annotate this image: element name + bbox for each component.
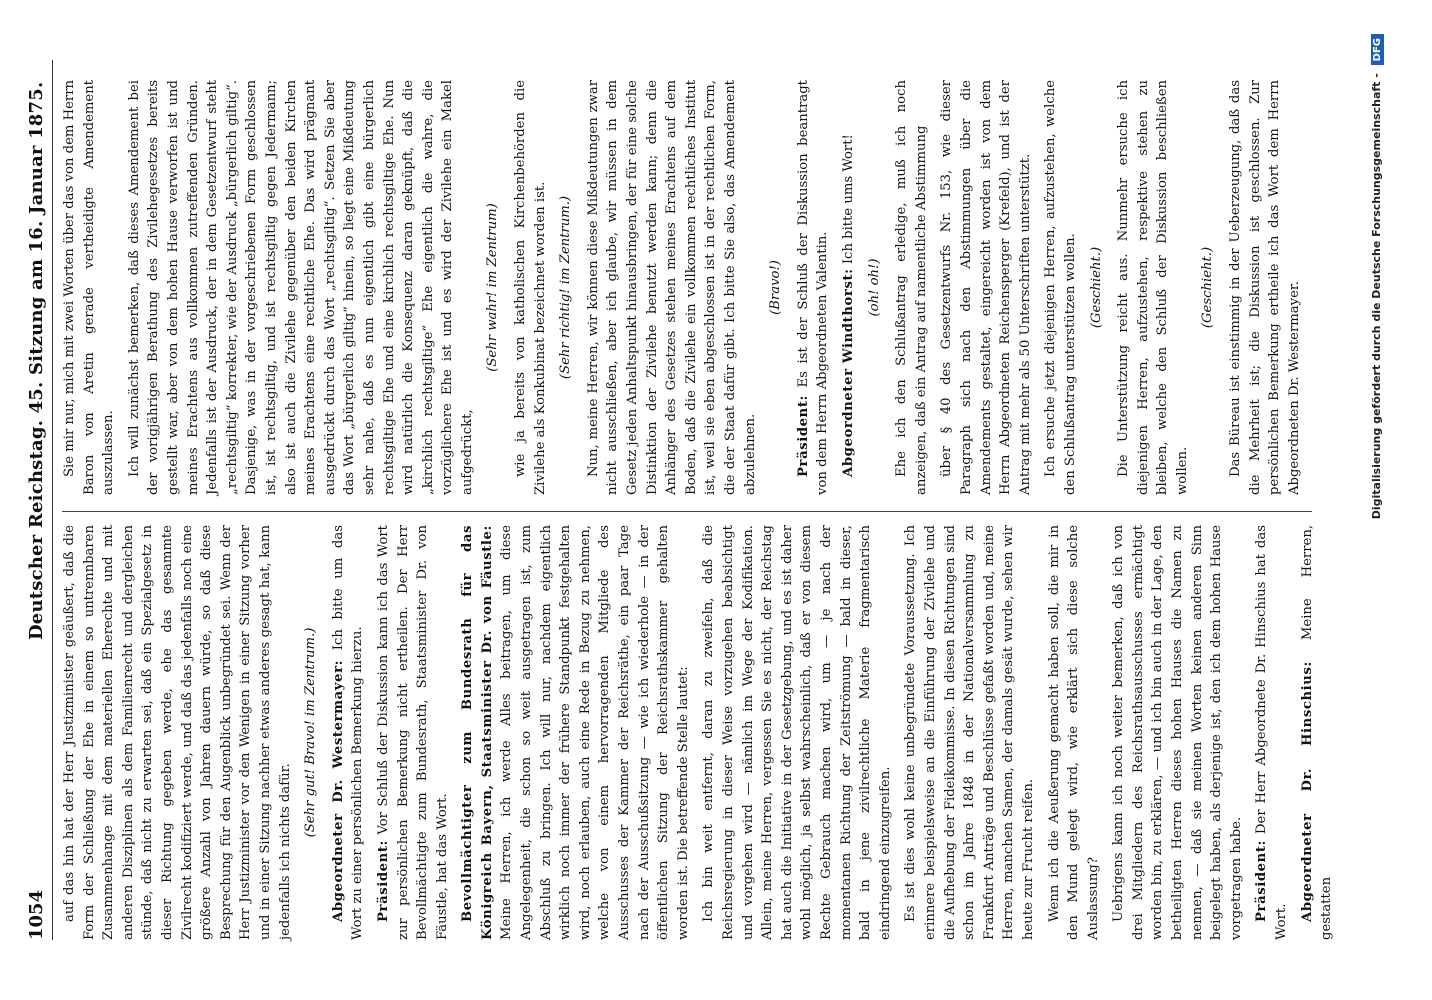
paragraph bbox=[699, 525, 895, 940]
interjection: (Sehr gut! Bravo! im Zentrum.) bbox=[303, 627, 319, 838]
interjection: (oh! oh!) bbox=[866, 258, 882, 317]
paragraph bbox=[60, 80, 119, 495]
paragraph bbox=[458, 525, 693, 940]
paragraph bbox=[329, 525, 368, 940]
paragraph bbox=[1045, 525, 1104, 940]
paragraph-text: Ich ersuche jetzt diejenigen Herren, aufzustehen, welche den Schlußantrag unterstützen wollen. bbox=[1043, 80, 1078, 495]
speaker-name: Präsident: bbox=[375, 839, 391, 922]
paragraph-text: Vor Schluß der Diskussion kann ich das Wort zur persönlichen Bemerkung nicht ertheilen. Der Herr Bevollmächtigte zum Bundesrath, Staatsminister Dr. von Fäustle, hat das Wort. bbox=[375, 525, 450, 940]
paragraph bbox=[1226, 80, 1304, 495]
paragraph-text: Sie mir nur, mich mit zwei Worten über das von dem Herrn Baron von Aretin gerade vertheidigte Amendement auszulassen. bbox=[62, 80, 117, 495]
paragraph bbox=[794, 80, 833, 495]
paragraph-text: Der Herr Abgeordnete Dr. Hinschius hat das Wort. bbox=[1254, 525, 1290, 940]
paragraph bbox=[584, 80, 760, 495]
right-column bbox=[60, 80, 1320, 495]
interjection: (Sehr wahr! im Zentrum) bbox=[485, 203, 501, 372]
paragraph-text: Das Büreau ist einstimmig in der Ueberzeugung, daß das die Mehrheit ist; die Diskussion ist geschlossen. Zur persönlichen Bemerkung ertheile ich das Wort dem Herrn Abgeordneten Dr. Westermayer. bbox=[1228, 80, 1302, 495]
dfg-attribution bbox=[1370, 34, 1392, 994]
paragraph bbox=[1252, 525, 1291, 940]
paragraph-text: Ich bitte um das Wort zu einer persönlichen Bemerkung hierzu. bbox=[330, 525, 366, 940]
paragraph-text: Meine Herren, ich werde Alles beitragen, um diese Angelegenheit, die schon so weit ausgetragen ist, zum Abschluß zu bringen. Ich will nur, nachdem eigentlich wirklich noch immer der frühere Standpunkt festgehalten wird, noch erlauben, auch eine Rede in Bezug zu nehmen, welche von einem hervorragenden Mitgliede des Ausschusses der Kammer der Reichsräthe, ein paar Tage nach der Ausschußsitzung — wie ich wiederhole — in der öffentlichen Sitzung der Reichsrathskammer gehalten worden ist. Die betreffende Stelle lautet: bbox=[499, 525, 691, 940]
paragraph-text: Es ist dies wohl keine unbegründete Voraussetzung. Ich erinnere beispielsweise an die Einführung der Zivilehe und die Aufhebung der Fideikommisse. In diesen Richtungen sind schon im Jahre 1848 in der Nationalversammlung zu Frankfurt Anträge und Beschlüsse gefaßt worden und, meine Herren, manchen Samen, der damals gesät wurde, sehen wir heute zur Frucht reifen. bbox=[903, 525, 1036, 940]
paragraph bbox=[1109, 525, 1246, 940]
dfg-logo: DFG bbox=[1371, 34, 1384, 65]
paragraph-text: Es ist der Schluß der Diskussion beantragt von dem Herrn Abgeordneten Valentin. bbox=[795, 80, 831, 495]
paragraph bbox=[125, 80, 478, 495]
paragraph-text: Nun, meine Herren, wir können diese Mißdeutungen zwar nicht ausschließen, aber ich glaube, wir müssen in dem Gesetz jeden Anhaltspunkt hinausbringen, der für eine solche Distinktion der Zivilehe benutzt werden kann; denn die Anhänger des Gesetzes stehen meines Erachtens auf dem Boden, daß die Zivilehe ein vollkommen rechtliches Institut ist, weil sie eben abgeschlossen ist in der rechtlichen Form, die der Staat dafür gibt. Ich bitte Sie also, das Amendement abzulehnen. bbox=[585, 80, 758, 495]
speaker-name: Abgeordneter Dr. Hinschius: bbox=[1299, 661, 1315, 922]
paragraph-text: Ich bin weit entfernt, daran zu zweifeln, daß die Reichsregierung in dieser Weise vorzugehen beabsichtigt und vorgehen wird — nämlich im Wege der Kodifikation. Allein, meine Herren, vergessen Sie es nicht, der Reichstag hat auch die Initiative in der Gesetzgebung, und es ist daher wohl möglich, ja selbst wahrscheinlich, daß er von diesem Rechte Gebrauch machen wird, um — je nach der momentanen Richtung der Zeitströmung — bald in dieser, bald in jene zivilrechtliche Materie fragmentarisch eindringend einzugreifen. bbox=[701, 525, 893, 940]
speaker-name: Bevollmächtigter zum Bundesrath für das Königreich Bayern, Staatsminister Dr. von Fäustle: bbox=[460, 525, 495, 940]
paragraph-text: Ich bitte ums Wort! bbox=[840, 134, 856, 265]
paragraph bbox=[839, 80, 859, 495]
speaker-name: Präsident: bbox=[795, 394, 811, 477]
interjection: (Sehr richtig! im Zentrum.) bbox=[558, 195, 574, 380]
paragraph bbox=[1041, 80, 1080, 495]
interjection: (Geschieht.) bbox=[1200, 246, 1216, 329]
paragraph bbox=[374, 525, 452, 940]
speaker-name: Abgeordneter Dr. Westermayer: bbox=[330, 659, 346, 922]
page-header bbox=[22, 60, 53, 940]
interjection: (Geschieht.) bbox=[1088, 246, 1104, 329]
left-column bbox=[60, 524, 1335, 940]
column-divider bbox=[62, 511, 1312, 512]
paragraph-text: Die Unterstützung reicht aus. Nunmehr ersuche ich diejenigen Herren, aufzustehen, respektive stehen zu bleiben, welche den Schluß der Diskussion beschließen wollen. bbox=[1116, 80, 1190, 495]
speaker-name: Präsident: bbox=[1254, 839, 1270, 922]
paragraph-text: Ich will zunächst bemerken, daß dieses Amendement bei der vorigjährigen Berathung des Zivilehegesetzes bereits gestellt war, aber von dem hohen Hause verworfen ist und meines Erachtens aus vollkommen zutreffenden Gründen. Jedenfalls ist der Ausdruck, der in dem Gesetzentwurf steht „rechtsgiltig“ korrekter, wie der Ausdruck „bürgerlich giltig“. Dasjenige, was in der vorgeschriebenen Form geschlossen ist, ist rechtsgiltig, und ist rechtsgiltig gegen Jedermann; also ist auch die Zivilehe gegenüber den beiden Kirchen meines Erachtens eine rechtliche Ehe. Das wird prägnant ausgedrückt durch das Wort „rechtsgiltig“. Setzen Sie aber das Wort „bürgerlich giltig“ hinein, so liegt eine Mißdeutung sehr nahe, daß es nun eigentlich gibt eine bürgerlich rechtsgiltige Ehe und eine kirchlich rechtsgiltige Ehe. Nun wird natürlich die Konsequenz daran geknüpft, daß die „kirchlich rechtsgiltige“ Ehe eigentlich die wahre, die vorzüglichere Ehe ist und es wird der Zivilehe ein Makel aufgedrückt, bbox=[126, 80, 475, 495]
paragraph-text: Ehe ich den Schlußantrag erledige, muß ich noch anzeigen, daß ein Antrag auf namentliche Abstimmung bbox=[894, 80, 929, 495]
paragraph-text: Meine Herren, gestatten bbox=[1299, 524, 1335, 940]
paragraph bbox=[1114, 80, 1192, 495]
paragraph bbox=[1298, 525, 1337, 940]
page-number: 1054 bbox=[26, 889, 47, 940]
interjection: (Bravo!) bbox=[768, 260, 784, 315]
speaker-name: Abgeordneter Windthorst: bbox=[840, 268, 856, 477]
paragraph bbox=[60, 525, 295, 940]
paragraph bbox=[901, 525, 1038, 940]
paragraph-text: über § 40 des Gesetzentwurfs Nr. 153, wie dieser Paragraph sich nach den Abstimmungen über die Amendements gestaltet, eingereicht worden ist von dem Herrn Abgeordneten Reichensperger (Krefeld), und ist der Antrag mit mehr als 50 Unterschriften unterstützt. bbox=[939, 80, 1033, 495]
paragraph-text: Wenn ich die Aeußerung gemacht haben soll, die mir in den Mund gelegt wird, wie erklärt sich diese solche Auslassung? bbox=[1046, 525, 1101, 940]
paragraph-text: wie ja bereits von katholischen Kirchenbehörden die Zivilehe als Konkubinat bezeichnet worden ist. bbox=[513, 80, 548, 495]
paragraph bbox=[937, 80, 1035, 495]
paragraph bbox=[892, 80, 931, 495]
attribution-text: Digitalisierung gefördert durch die Deutsche Forschungsgemeinschaft - bbox=[1370, 73, 1383, 520]
paragraph bbox=[511, 80, 550, 495]
paragraph-text: auf das hin hat der Herr Justizminister geäußert, daß die Form der Schließung der Ehe in einem so untrennbaren Zusammenhange mit dem materiellen Eherechte und mit anderen Disziplinen als dem Familienrecht und dergleichen stünde, daß nicht zu erwarten sei, daß ein Spezialgesetz in dieser Richtung gegeben werde, ehe das gesammte Zivilrecht kodifiziert werde, und daß das jedenfalls noch eine größere Anzahl von Jahren dauern würde, so daß diese Besprechung für den Augenblick unbegründet sei. Wenn der Herr Justizminister vor den Wenigen in einer Sitzung vorher und in einer Sitzung nachher etwas anderes gesagt hat, kann jedenfalls ich nichts dafür. bbox=[62, 525, 293, 940]
paragraph-text: Uebrigens kann ich noch weiter bemerken, daß ich von drei Mitgliedern des Reichsrathsausschusses ermächtigt worden bin, zu erklären, — und ich bin auch in der Lage, den betheiligten Herren dieses hohen Hauses die Namen zu nennen, — daß sie meinen Worten keinen anderen Sinn beigelegt haben, als derjenige ist, den ich dem hohen Hause vorgetragen habe. bbox=[1111, 525, 1244, 940]
running-title: Deutscher Reichstag. 45. Sitzung am 16. Januar 1875. bbox=[26, 81, 47, 640]
